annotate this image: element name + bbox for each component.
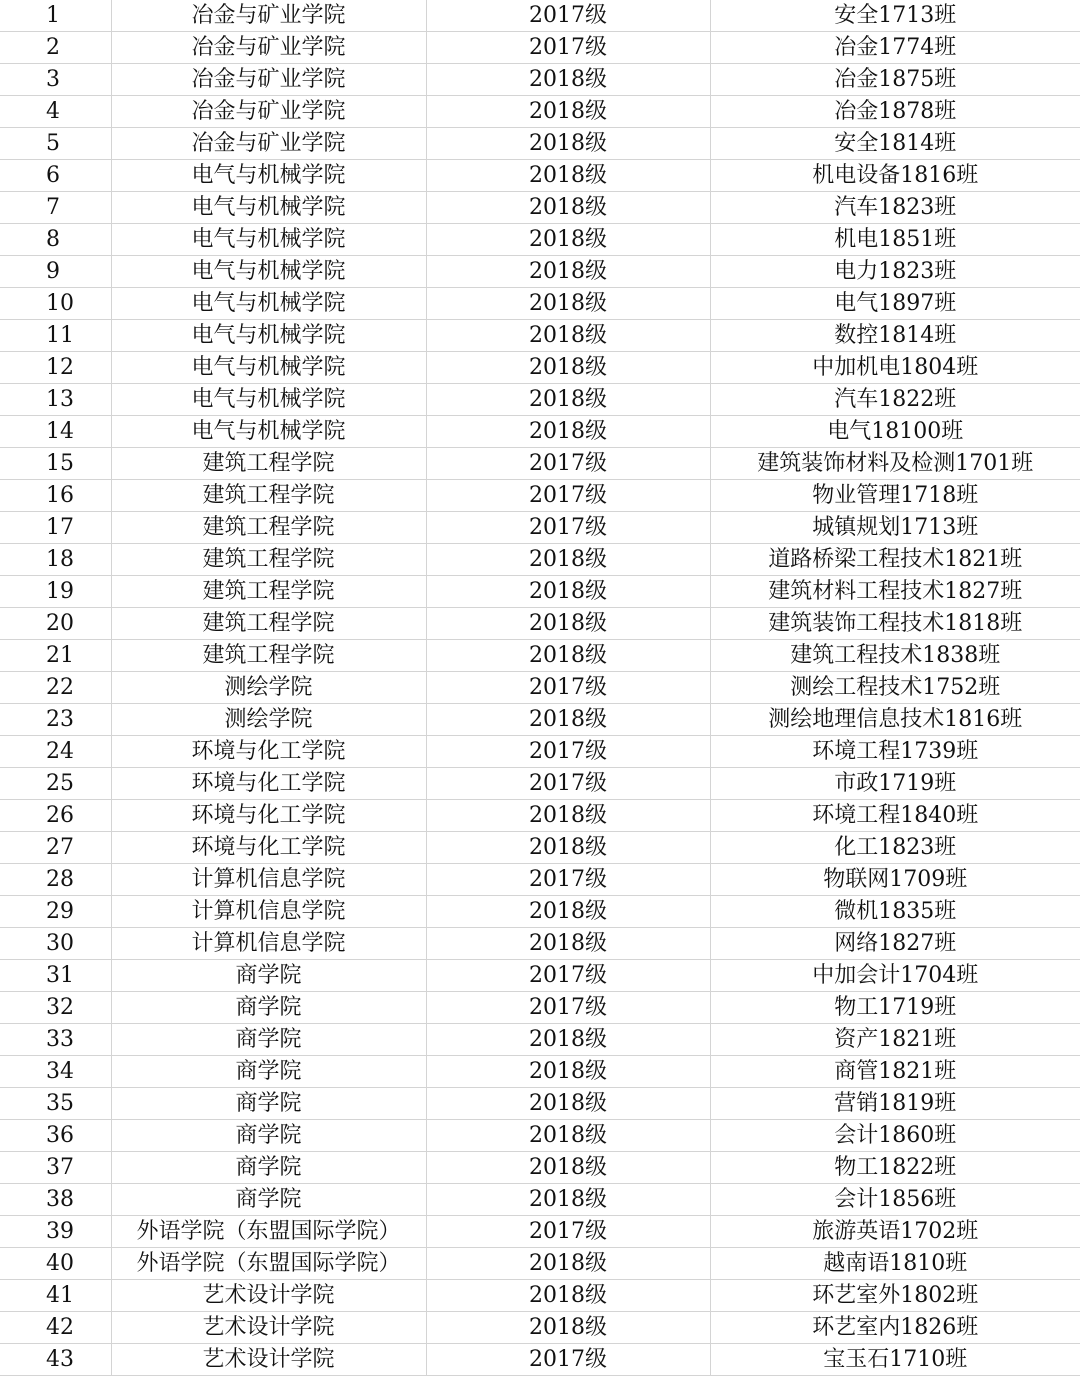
grade-cell: 2017级 <box>426 992 710 1024</box>
row-number: 17 <box>0 512 111 544</box>
table-row <box>0 128 1080 160</box>
table-row <box>0 1312 1080 1344</box>
table-row <box>0 672 1080 704</box>
college-cell: 建筑工程学院 <box>111 512 426 544</box>
college-cell: 冶金与矿业学院 <box>111 0 426 32</box>
row-number: 6 <box>0 160 111 192</box>
grade-cell: 2018级 <box>426 416 710 448</box>
college-cell: 商学院 <box>111 992 426 1024</box>
college-cell: 商学院 <box>111 1088 426 1120</box>
grade-cell: 2018级 <box>426 1088 710 1120</box>
grade-cell: 2018级 <box>426 320 710 352</box>
table-row <box>0 320 1080 352</box>
college-cell: 外语学院（东盟国际学院） <box>111 1248 426 1280</box>
college-cell: 商学院 <box>111 1120 426 1152</box>
class-name-cell: 汽车1823班 <box>710 192 1080 224</box>
class-name-cell: 会计1860班 <box>710 1120 1080 1152</box>
class-name-cell: 建筑装饰材料及检测1701班 <box>710 448 1080 480</box>
row-number: 18 <box>0 544 111 576</box>
grade-cell: 2018级 <box>426 1312 710 1344</box>
grade-cell: 2017级 <box>426 672 710 704</box>
table-row <box>0 32 1080 64</box>
table-row <box>0 960 1080 992</box>
class-name-cell: 城镇规划1713班 <box>710 512 1080 544</box>
row-number: 27 <box>0 832 111 864</box>
table-row <box>0 352 1080 384</box>
grade-cell: 2017级 <box>426 32 710 64</box>
grade-cell: 2018级 <box>426 352 710 384</box>
grade-cell: 2018级 <box>426 224 710 256</box>
row-number: 7 <box>0 192 111 224</box>
row-number: 3 <box>0 64 111 96</box>
grade-cell: 2017级 <box>426 1216 710 1248</box>
table-row <box>0 96 1080 128</box>
row-number: 29 <box>0 896 111 928</box>
college-cell: 测绘学院 <box>111 704 426 736</box>
grade-cell: 2017级 <box>426 736 710 768</box>
grade-cell: 2018级 <box>426 1152 710 1184</box>
table-row <box>0 1280 1080 1312</box>
table-row <box>0 512 1080 544</box>
college-cell: 建筑工程学院 <box>111 576 426 608</box>
table-row <box>0 1184 1080 1216</box>
college-cell: 计算机信息学院 <box>111 896 426 928</box>
table-row <box>0 1248 1080 1280</box>
table-row <box>0 224 1080 256</box>
class-name-cell: 物工1719班 <box>710 992 1080 1024</box>
college-cell: 冶金与矿业学院 <box>111 32 426 64</box>
class-name-cell: 电气18100班 <box>710 416 1080 448</box>
college-cell: 环境与化工学院 <box>111 800 426 832</box>
row-number: 14 <box>0 416 111 448</box>
college-cell: 冶金与矿业学院 <box>111 96 426 128</box>
table-row <box>0 1024 1080 1056</box>
grade-cell: 2017级 <box>426 864 710 896</box>
table-row <box>0 544 1080 576</box>
college-cell: 商学院 <box>111 1024 426 1056</box>
class-name-cell: 冶金1875班 <box>710 64 1080 96</box>
grade-cell: 2018级 <box>426 800 710 832</box>
college-cell: 冶金与矿业学院 <box>111 64 426 96</box>
grade-cell: 2018级 <box>426 1120 710 1152</box>
class-name-cell: 机电设备1816班 <box>710 160 1080 192</box>
college-cell: 电气与机械学院 <box>111 352 426 384</box>
class-name-cell: 网络1827班 <box>710 928 1080 960</box>
class-name-cell: 物工1822班 <box>710 1152 1080 1184</box>
class-name-cell: 安全1814班 <box>710 128 1080 160</box>
college-cell: 电气与机械学院 <box>111 288 426 320</box>
college-cell: 建筑工程学院 <box>111 448 426 480</box>
table-row <box>0 640 1080 672</box>
grade-cell: 2017级 <box>426 1344 710 1376</box>
row-number: 31 <box>0 960 111 992</box>
table-row <box>0 448 1080 480</box>
table-row <box>0 288 1080 320</box>
class-name-cell: 冶金1878班 <box>710 96 1080 128</box>
row-number: 30 <box>0 928 111 960</box>
college-cell: 电气与机械学院 <box>111 160 426 192</box>
college-cell: 电气与机械学院 <box>111 416 426 448</box>
grade-cell: 2018级 <box>426 64 710 96</box>
grade-cell: 2018级 <box>426 1024 710 1056</box>
table-row <box>0 800 1080 832</box>
class-name-cell: 中加机电1804班 <box>710 352 1080 384</box>
college-cell: 电气与机械学院 <box>111 224 426 256</box>
table-row <box>0 1344 1080 1376</box>
row-number: 34 <box>0 1056 111 1088</box>
college-cell: 建筑工程学院 <box>111 640 426 672</box>
grade-cell: 2017级 <box>426 448 710 480</box>
row-number: 28 <box>0 864 111 896</box>
college-cell: 艺术设计学院 <box>111 1344 426 1376</box>
college-cell: 环境与化工学院 <box>111 832 426 864</box>
table-row <box>0 1216 1080 1248</box>
grade-cell: 2018级 <box>426 160 710 192</box>
grade-cell: 2018级 <box>426 288 710 320</box>
row-number: 2 <box>0 32 111 64</box>
class-name-cell: 汽车1822班 <box>710 384 1080 416</box>
row-number: 1 <box>0 0 111 32</box>
class-name-cell: 旅游英语1702班 <box>710 1216 1080 1248</box>
college-cell: 艺术设计学院 <box>111 1280 426 1312</box>
class-name-cell: 环艺室外1802班 <box>710 1280 1080 1312</box>
grade-cell: 2018级 <box>426 1056 710 1088</box>
class-name-cell: 电力1823班 <box>710 256 1080 288</box>
class-name-cell: 宝玉石1710班 <box>710 1344 1080 1376</box>
row-number: 15 <box>0 448 111 480</box>
class-name-cell: 越南语1810班 <box>710 1248 1080 1280</box>
college-cell: 商学院 <box>111 1184 426 1216</box>
class-name-cell: 营销1819班 <box>710 1088 1080 1120</box>
row-number: 16 <box>0 480 111 512</box>
table-row <box>0 576 1080 608</box>
row-number: 37 <box>0 1152 111 1184</box>
class-name-cell: 安全1713班 <box>710 0 1080 32</box>
row-number: 39 <box>0 1216 111 1248</box>
row-number: 23 <box>0 704 111 736</box>
row-number: 19 <box>0 576 111 608</box>
row-number: 11 <box>0 320 111 352</box>
row-number: 41 <box>0 1280 111 1312</box>
table-row <box>0 704 1080 736</box>
college-cell: 计算机信息学院 <box>111 864 426 896</box>
row-number: 26 <box>0 800 111 832</box>
row-number: 24 <box>0 736 111 768</box>
table-row <box>0 160 1080 192</box>
class-name-cell: 数控1814班 <box>710 320 1080 352</box>
table-row <box>0 608 1080 640</box>
class-name-cell: 微机1835班 <box>710 896 1080 928</box>
college-cell: 建筑工程学院 <box>111 480 426 512</box>
table-row <box>0 832 1080 864</box>
class-name-cell: 电气1897班 <box>710 288 1080 320</box>
class-name-cell: 建筑材料工程技术1827班 <box>710 576 1080 608</box>
grade-cell: 2018级 <box>426 832 710 864</box>
row-number: 20 <box>0 608 111 640</box>
row-number: 5 <box>0 128 111 160</box>
table-row <box>0 256 1080 288</box>
grade-cell: 2018级 <box>426 128 710 160</box>
grade-cell: 2017级 <box>426 0 710 32</box>
row-number: 12 <box>0 352 111 384</box>
row-number: 4 <box>0 96 111 128</box>
grade-cell: 2018级 <box>426 1184 710 1216</box>
class-name-cell: 环艺室内1826班 <box>710 1312 1080 1344</box>
row-number: 9 <box>0 256 111 288</box>
row-number: 35 <box>0 1088 111 1120</box>
row-number: 36 <box>0 1120 111 1152</box>
college-cell: 电气与机械学院 <box>111 384 426 416</box>
class-name-cell: 物联网1709班 <box>710 864 1080 896</box>
college-cell: 商学院 <box>111 1056 426 1088</box>
table-row <box>0 896 1080 928</box>
table-row <box>0 768 1080 800</box>
row-number: 8 <box>0 224 111 256</box>
table-row <box>0 1056 1080 1088</box>
table-row <box>0 864 1080 896</box>
class-name-cell: 道路桥梁工程技术1821班 <box>710 544 1080 576</box>
college-cell: 商学院 <box>111 1152 426 1184</box>
class-name-cell: 建筑装饰工程技术1818班 <box>710 608 1080 640</box>
college-cell: 环境与化工学院 <box>111 768 426 800</box>
class-name-cell: 测绘地理信息技术1816班 <box>710 704 1080 736</box>
class-name-cell: 环境工程1739班 <box>710 736 1080 768</box>
college-cell: 艺术设计学院 <box>111 1312 426 1344</box>
grade-cell: 2018级 <box>426 576 710 608</box>
grade-cell: 2018级 <box>426 608 710 640</box>
row-number: 13 <box>0 384 111 416</box>
grade-cell: 2018级 <box>426 928 710 960</box>
row-number: 33 <box>0 1024 111 1056</box>
table-row <box>0 480 1080 512</box>
table-row <box>0 0 1080 32</box>
grade-cell: 2018级 <box>426 96 710 128</box>
class-name-cell: 化工1823班 <box>710 832 1080 864</box>
grade-cell: 2017级 <box>426 480 710 512</box>
row-number: 10 <box>0 288 111 320</box>
grade-cell: 2018级 <box>426 256 710 288</box>
row-number: 21 <box>0 640 111 672</box>
grade-cell: 2018级 <box>426 1248 710 1280</box>
table-row <box>0 416 1080 448</box>
table-row <box>0 1088 1080 1120</box>
table-row <box>0 736 1080 768</box>
row-number: 32 <box>0 992 111 1024</box>
table-row <box>0 384 1080 416</box>
class-name-cell: 中加会计1704班 <box>710 960 1080 992</box>
table-row <box>0 992 1080 1024</box>
table-row <box>0 192 1080 224</box>
grade-cell: 2017级 <box>426 960 710 992</box>
row-number: 43 <box>0 1344 111 1376</box>
class-name-cell: 建筑工程技术1838班 <box>710 640 1080 672</box>
table-row <box>0 928 1080 960</box>
college-cell: 建筑工程学院 <box>111 608 426 640</box>
class-name-cell: 市政1719班 <box>710 768 1080 800</box>
class-name-cell: 测绘工程技术1752班 <box>710 672 1080 704</box>
grade-cell: 2018级 <box>426 640 710 672</box>
table-row <box>0 1152 1080 1184</box>
row-number: 25 <box>0 768 111 800</box>
row-number: 42 <box>0 1312 111 1344</box>
table-row <box>0 1120 1080 1152</box>
row-number: 22 <box>0 672 111 704</box>
college-cell: 环境与化工学院 <box>111 736 426 768</box>
grade-cell: 2018级 <box>426 192 710 224</box>
college-cell: 测绘学院 <box>111 672 426 704</box>
grade-cell: 2017级 <box>426 512 710 544</box>
college-cell: 电气与机械学院 <box>111 256 426 288</box>
class-name-cell: 商管1821班 <box>710 1056 1080 1088</box>
class-name-cell: 资产1821班 <box>710 1024 1080 1056</box>
row-number: 38 <box>0 1184 111 1216</box>
college-cell: 商学院 <box>111 960 426 992</box>
grade-cell: 2018级 <box>426 704 710 736</box>
grade-cell: 2018级 <box>426 1280 710 1312</box>
grade-cell: 2018级 <box>426 896 710 928</box>
college-cell: 建筑工程学院 <box>111 544 426 576</box>
college-cell: 外语学院（东盟国际学院） <box>111 1216 426 1248</box>
row-number: 40 <box>0 1248 111 1280</box>
grade-cell: 2018级 <box>426 544 710 576</box>
college-cell: 冶金与矿业学院 <box>111 128 426 160</box>
class-name-cell: 环境工程1840班 <box>710 800 1080 832</box>
grade-cell: 2018级 <box>426 384 710 416</box>
class-name-cell: 会计1856班 <box>710 1184 1080 1216</box>
class-name-cell: 物业管理1718班 <box>710 480 1080 512</box>
college-cell: 电气与机械学院 <box>111 320 426 352</box>
table-row <box>0 64 1080 96</box>
college-cell: 计算机信息学院 <box>111 928 426 960</box>
college-cell: 电气与机械学院 <box>111 192 426 224</box>
class-name-cell: 机电1851班 <box>710 224 1080 256</box>
class-name-cell: 冶金1774班 <box>710 32 1080 64</box>
grade-cell: 2017级 <box>426 768 710 800</box>
